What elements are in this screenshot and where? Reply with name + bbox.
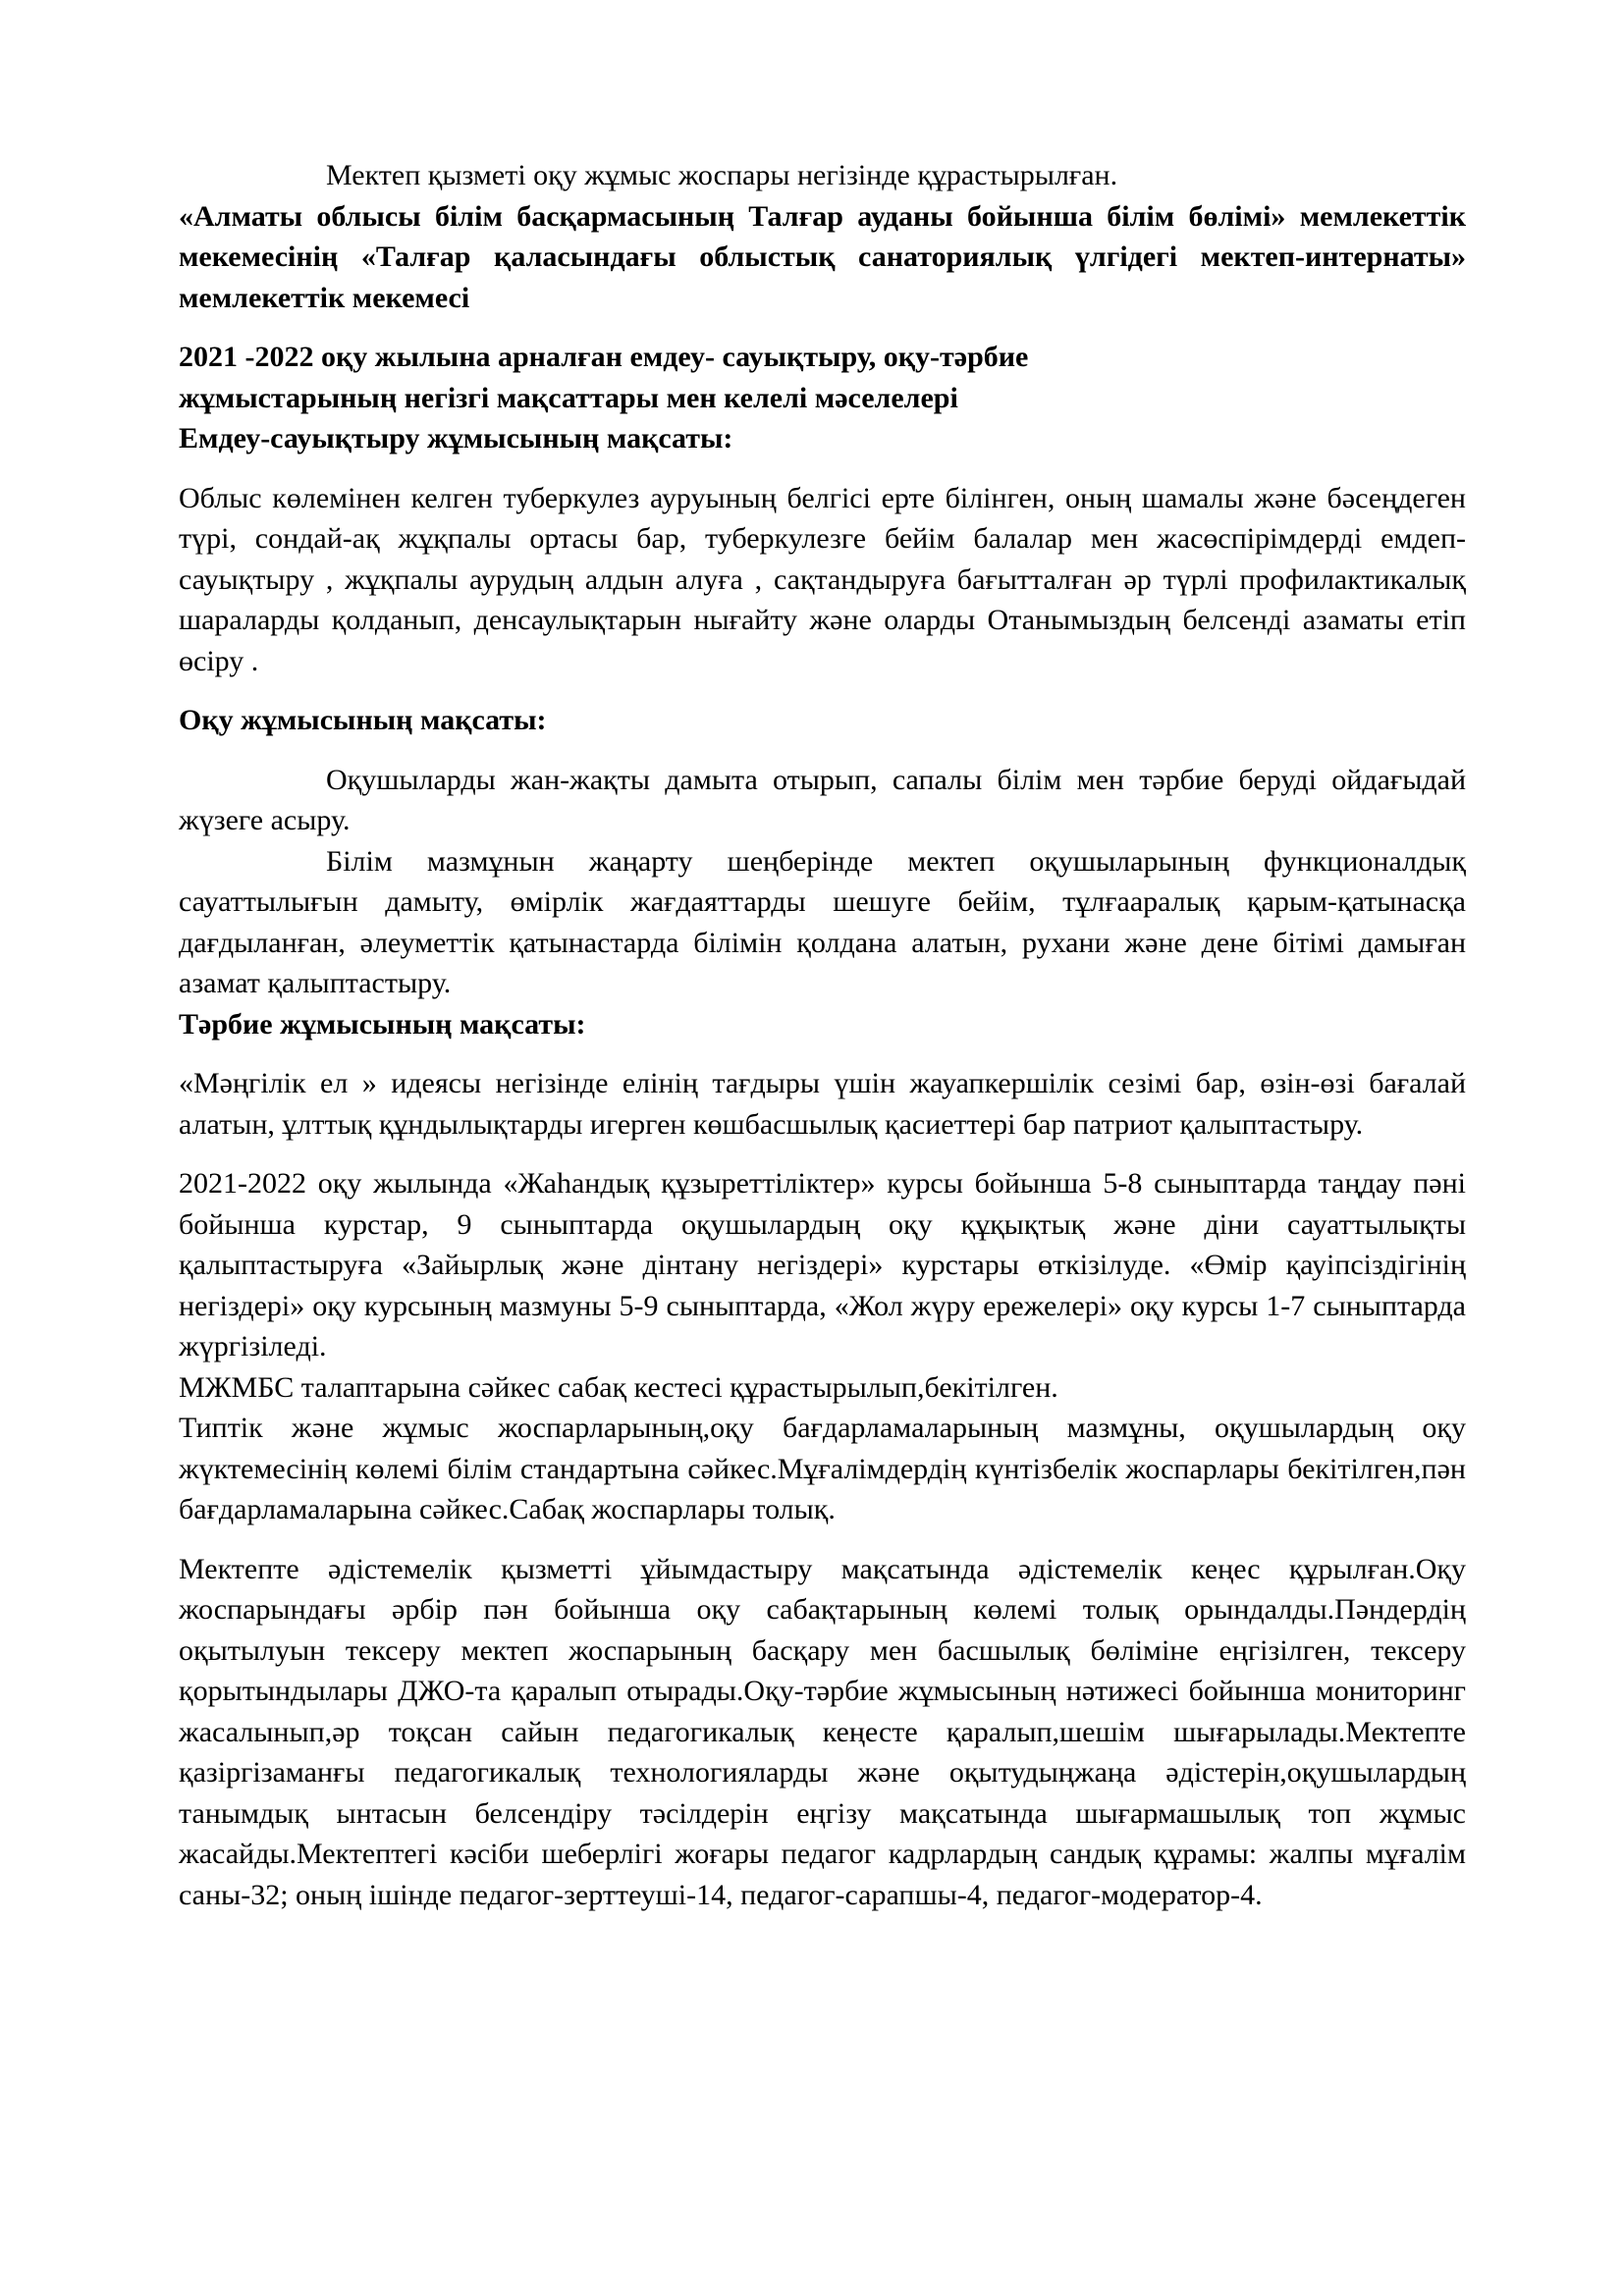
section3-heading: Тәрбие жұмысының мақсаты: xyxy=(179,1007,586,1041)
section1-heading: Емдеу-сауықтыру жұмысының мақсаты: xyxy=(179,422,733,454)
plans-paragraph: Типтік және жұмыс жоспарларының,оқу бағдарламаларының мазмұны, оқушылардың оқу жүктемесінің көлемі білім стандартына сәйкес.Мұғалімдердің күнтізбелік жоспарлары бекітілген,пән бағдарламаларына сәйкес.Сабақ жоспарлары толық. xyxy=(179,1412,1466,1525)
methodical-paragraph: Мектепте әдістемелік қызметті ұйымдастыру мақсатында әдістемелік кеңес құрылған.Оқу жоспарындағы әрбір пән бойынша оқу сабақтарының көлемі толық орындалды.Пәндердің оқытылуын тексеру мектеп жоспарының басқару мен басшылық бөліміне еңгізілген, тексеру қорытындылары ДЖО-та қаралып отырады.Оқу-тәрбие жұмысының нәтижесі бойынша мониторинг жасалынып,әр тоқсан сайын педагогикалық кеңесте қаралып,шешім шығарылады.Мектепте қазіргізаманғы педагогикалық технологияларды және оқытудыңжаңа әдістерін,оқушылардың танымдық ынтасын белсендіру тәсілдерін еңгізу мақсатында шығармашылық топ жұмыс жасайды.Мектептегі кәсіби шеберлігі жоғары педагог кадрлардың сандық құрамы: жалпы мұғалім саны-32; оның ішінде педагог-зерттеуші-14, педагог-сарапшы-4, педагог-модератор-4. xyxy=(179,1552,1466,1911)
section2-paragraph-2: Білім мазмұнын жаңарту шеңберінде мектеп оқушыларының функционалдық сауаттылығын дамыту, өмірлік жағдаяттарды шешуге бейім, тұлғааралық қарым-қатынасқа дағдыланған, әлеуметтік қатынастарда білімін қолдана алатын, рухани және дене бітімі дамыған азамат қалыптастыру. xyxy=(179,844,1466,999)
standards-line: МЖМБС талаптарына сәйкес сабақ кестесі құрастырылып,бекітілген. xyxy=(179,1370,1058,1404)
section1-paragraph: Облыс көлемінен келген туберкулез ауруының белгісі ерте білінген, оның шамалы және бәсеңдеген түрі, сондай-ақ жұқпалы ортасы бар, туберкулезге бейім балалар мен жасөспірімдерді емдеп-сауықтыру , жұқпалы аурудың алдын алуға , сақтандыруға бағытталған әр түрлі профилактикалық шараларды қолданып, денсаулықтарын нығайту және оларды Отанымыздың белсенді азаматы етіп өсіру . xyxy=(179,481,1466,677)
main-heading-line1: 2021 -2022 оқу жылына арналған емдеу- сауықтыру, оқу-тәрбие xyxy=(179,341,1029,373)
section2-heading: Оқу жұмысының мақсаты: xyxy=(179,704,547,736)
org-title: «Алматы облысы білім басқармасының Талғар ауданы бойынша білім бөлімі» мемлекеттік мекемесінің «Талғар қаласындағы облыстық санаториялық үлгідегі мектеп-интернаты» мемлекеттік мекемесі xyxy=(179,199,1466,314)
section2-paragraph-1: Оқушыларды жан-жақты дамыта отырып, сапалы білім мен тәрбие беруді ойдағыдай жүзеге асыру. xyxy=(179,763,1466,836)
intro-line: Мектеп қызметі оқу жұмыс жоспары негізінде құрастырылған. xyxy=(326,159,1118,191)
courses-paragraph: 2021-2022 оқу жылында «Жаһандық құзыреттіліктер» курсы бойынша 5-8 сыныптарда таңдау пәні бойынша курстар, 9 сыныптарда оқушылардың оқу құқықтық және діни сауаттылықты қалыптастыруға «Зайырлық және дінтану негіздері» курстары өткізілуде. «Өмір қауіпсіздігінің негіздері» оқу курсының мазмуны 5-9 сыныптарда, «Жол жүру ережелері» оқу курсы 1-7 сыныптарда жүргізіледі. xyxy=(179,1167,1466,1362)
section3-paragraph: «Мәңгілік ел » идеясы негізінде елінің тағдыры үшін жауапкершілік сезімі бар, өзін-өзі бағалай алатын, ұлттық құндылықтарды игерген көшбасшылық қасиеттері бар патриот қалыптастыру. xyxy=(179,1067,1466,1141)
main-heading-line2: жұмыстарының негізгі мақсаттары мен келелі мәселелері xyxy=(179,381,958,414)
document-content xyxy=(179,155,1466,1915)
main-heading xyxy=(179,337,1466,418)
